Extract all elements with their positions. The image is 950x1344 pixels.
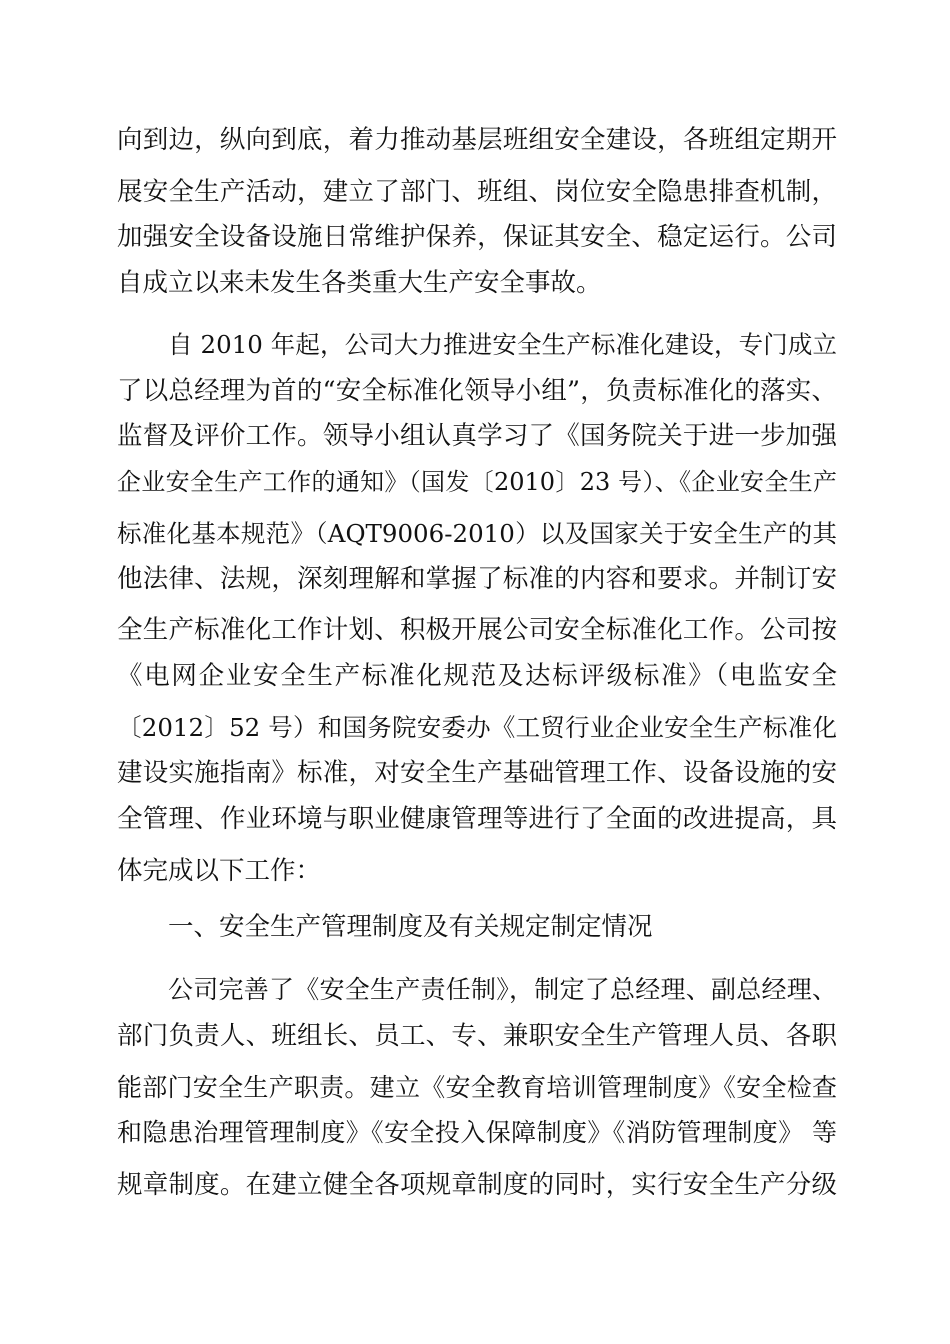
text-line: 〔2012〕52 号）和国务院安委办《工贸行业企业安全生产标准化 bbox=[117, 713, 837, 742]
text-line: 部门负责人、班组长、员工、专、兼职安全生产管理人员、各职 bbox=[117, 1021, 837, 1051]
text-line: 他法律、法规，深刻理解和掌握了标准的内容和要求。并制订安 bbox=[117, 564, 837, 594]
text-line: 监督及评价工作。领导小组认真学习了《国务院关于进一步加强 bbox=[117, 421, 837, 451]
section-heading: 一、安全生产管理制度及有关规定制定情况 bbox=[168, 912, 653, 942]
text-line: 标准化基本规范》（AQT9006-2010）以及国家关于安全生产的其 bbox=[117, 519, 837, 548]
text-line: 全管理、作业环境与职业健康管理等进行了全面的改进提高，具 bbox=[117, 804, 837, 834]
text-line: 体完成以下工作： bbox=[117, 856, 322, 886]
text-line: 加强安全设备设施日常维护保养，保证其安全、稳定运行。公司 bbox=[117, 222, 837, 252]
text-line: 全生产标准化工作计划、积极开展公司安全标准化工作。公司按 bbox=[117, 615, 837, 645]
text-line: 自 2010 年起，公司大力推进安全生产标准化建设，专门成立 bbox=[168, 330, 837, 359]
text-line: 和隐患治理管理制度》《安全投入保障制度》《消防管理制度》 等 bbox=[117, 1118, 837, 1147]
text-line: 建设实施指南》标准，对安全生产基础管理工作、设备设施的安 bbox=[117, 758, 837, 788]
text-line: 展安全生产活动，建立了部门、班组、岗位安全隐患排查机制， bbox=[117, 177, 837, 207]
text-line: 《电网企业安全生产标准化规范及达标评级标准》（电监安全 bbox=[117, 661, 837, 691]
text-line: 规章制度。在建立健全各项规章制度的同时，实行安全生产分级 bbox=[117, 1170, 837, 1200]
text-line: 了以总经理为首的“安全标准化领导小组”，负责标准化的落实、 bbox=[117, 376, 837, 406]
text-line: 公司完善了《安全生产责任制》，制定了总经理、副总经理、 bbox=[168, 975, 837, 1004]
text-line: 能部门安全生产职责。建立《安全教育培训管理制度》《安全检查 bbox=[117, 1073, 837, 1102]
text-line: 自成立以来未发生各类重大生产安全事故。 bbox=[117, 268, 602, 298]
text-line: 向到边，纵向到底，着力推动基层班组安全建设，各班组定期开 bbox=[117, 125, 837, 155]
text-line: 企业安全生产工作的通知》（国发〔2010〕23 号）、《企业安全生产 bbox=[117, 468, 837, 496]
